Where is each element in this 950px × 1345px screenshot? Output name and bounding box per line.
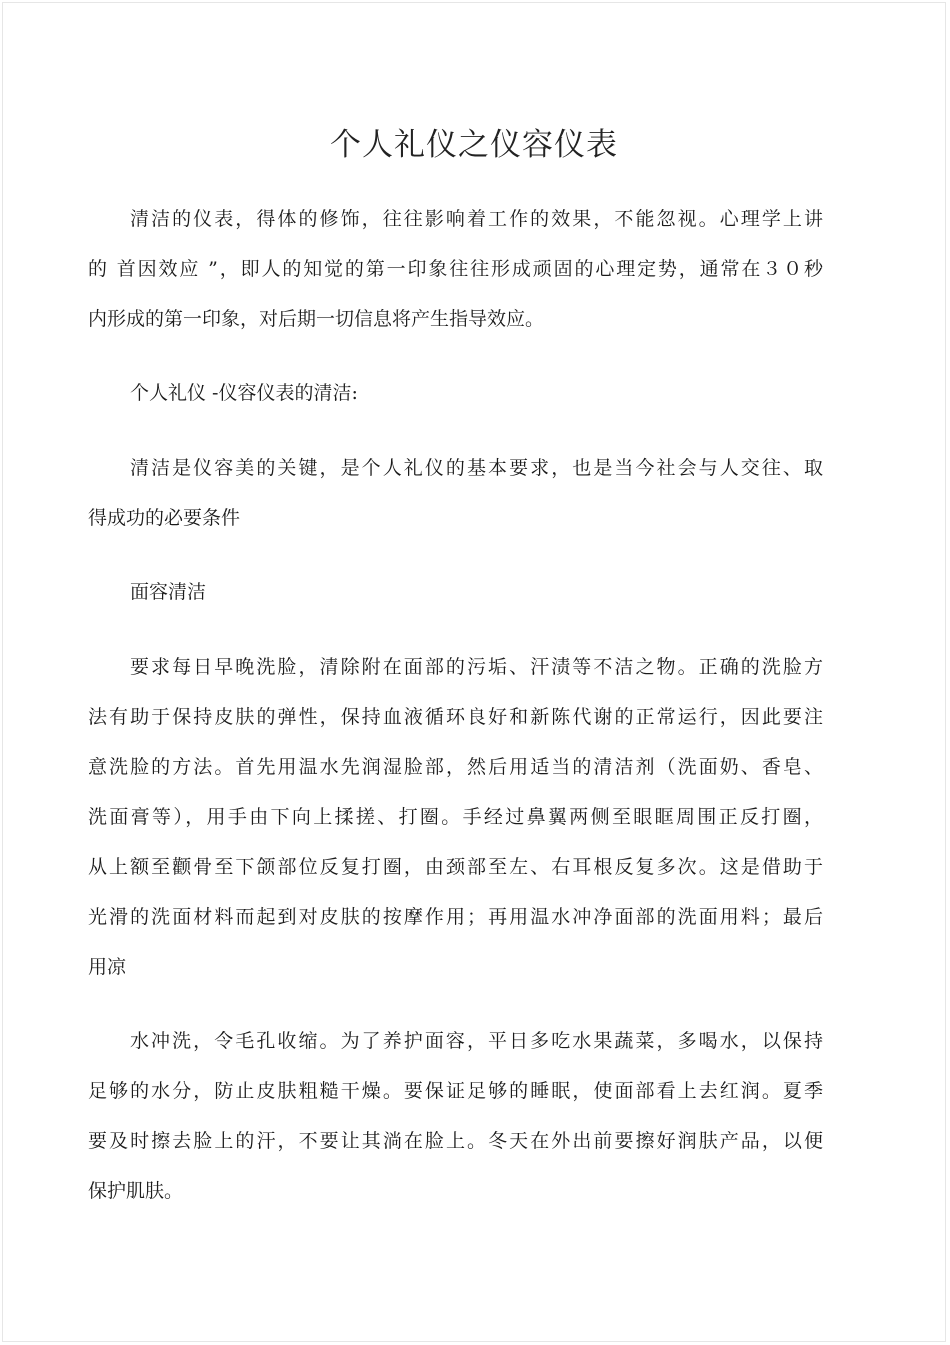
paragraph-line: 清洁的仪表，得体的修饰，往往影响着工作的效果，不能忽视。心理学上讲: [130, 208, 823, 230]
paragraph-line: 要及时擦去脸上的汗，不要让其淌在脸上。冬天在外出前要擦好润肤产品，以便: [88, 1130, 823, 1152]
paragraph-line: 光滑的洗面材料而起到对皮肤的按摩作用；再用温水冲净面部的洗面用料；最后: [88, 906, 823, 928]
paragraph-line: 得成功的必要条件: [88, 507, 241, 529]
paragraph-face-washing: [88, 642, 823, 992]
paragraph-line: 要求每日早晚洗脸，清除附在面部的污垢、汗渍等不洁之物。正确的洗脸方: [130, 656, 823, 678]
paragraph-skin-care: [88, 1016, 823, 1216]
paragraph-line: 足够的水分，防止皮肤粗糙干燥。要保证足够的睡眠，使面部看上去红润。夏季: [88, 1080, 823, 1102]
section-heading-cleanliness: [88, 368, 823, 418]
paragraph-intro: [88, 194, 823, 344]
section-heading-face: [88, 567, 823, 617]
paragraph-line: 法有助于保持皮肤的弹性，保持血液循环良好和新陈代谢的正常运行，因此要注: [88, 706, 823, 728]
paragraph-line: 的 首因效应 ”，即人的知觉的第一印象往往形成顽固的心理定势，通常在３０秒: [88, 258, 823, 280]
document-title: 个人礼仪之仪容仪表: [330, 127, 618, 163]
paragraph-line: 意洗脸的方法。首先用温水先润湿脸部，然后用适当的清洁剂（洗面奶、香皂、: [88, 756, 823, 778]
paragraph-line: 面容清洁: [130, 581, 207, 603]
document-page: [2, 2, 946, 1342]
paragraph-line: 清洁是仪容美的关键，是个人礼仪的基本要求，也是当今社会与人交往、取: [130, 457, 823, 479]
paragraph-line: 内形成的第一印象，对后期一切信息将产生指导效应。: [88, 308, 545, 330]
paragraph-line: 洗面膏等），用手由下向上揉搓、打圈。手经过鼻翼两侧至眼眶周围正反打圈，: [88, 806, 823, 828]
paragraph-line: 水冲洗，令毛孔收缩。为了养护面容，平日多吃水果蔬菜，多喝水，以保持: [130, 1030, 823, 1052]
paragraph-line: 用凉: [88, 956, 127, 978]
paragraph-line: 个人礼仪 -仪容仪表的清洁:: [130, 382, 358, 404]
paragraph-line: 从上额至颧骨至下颌部位反复打圈，由颈部至左、右耳根反复多次。这是借助于: [88, 856, 823, 878]
paragraph-cleanliness: [88, 443, 823, 543]
paragraph-line: 保护肌肤。: [88, 1180, 184, 1202]
